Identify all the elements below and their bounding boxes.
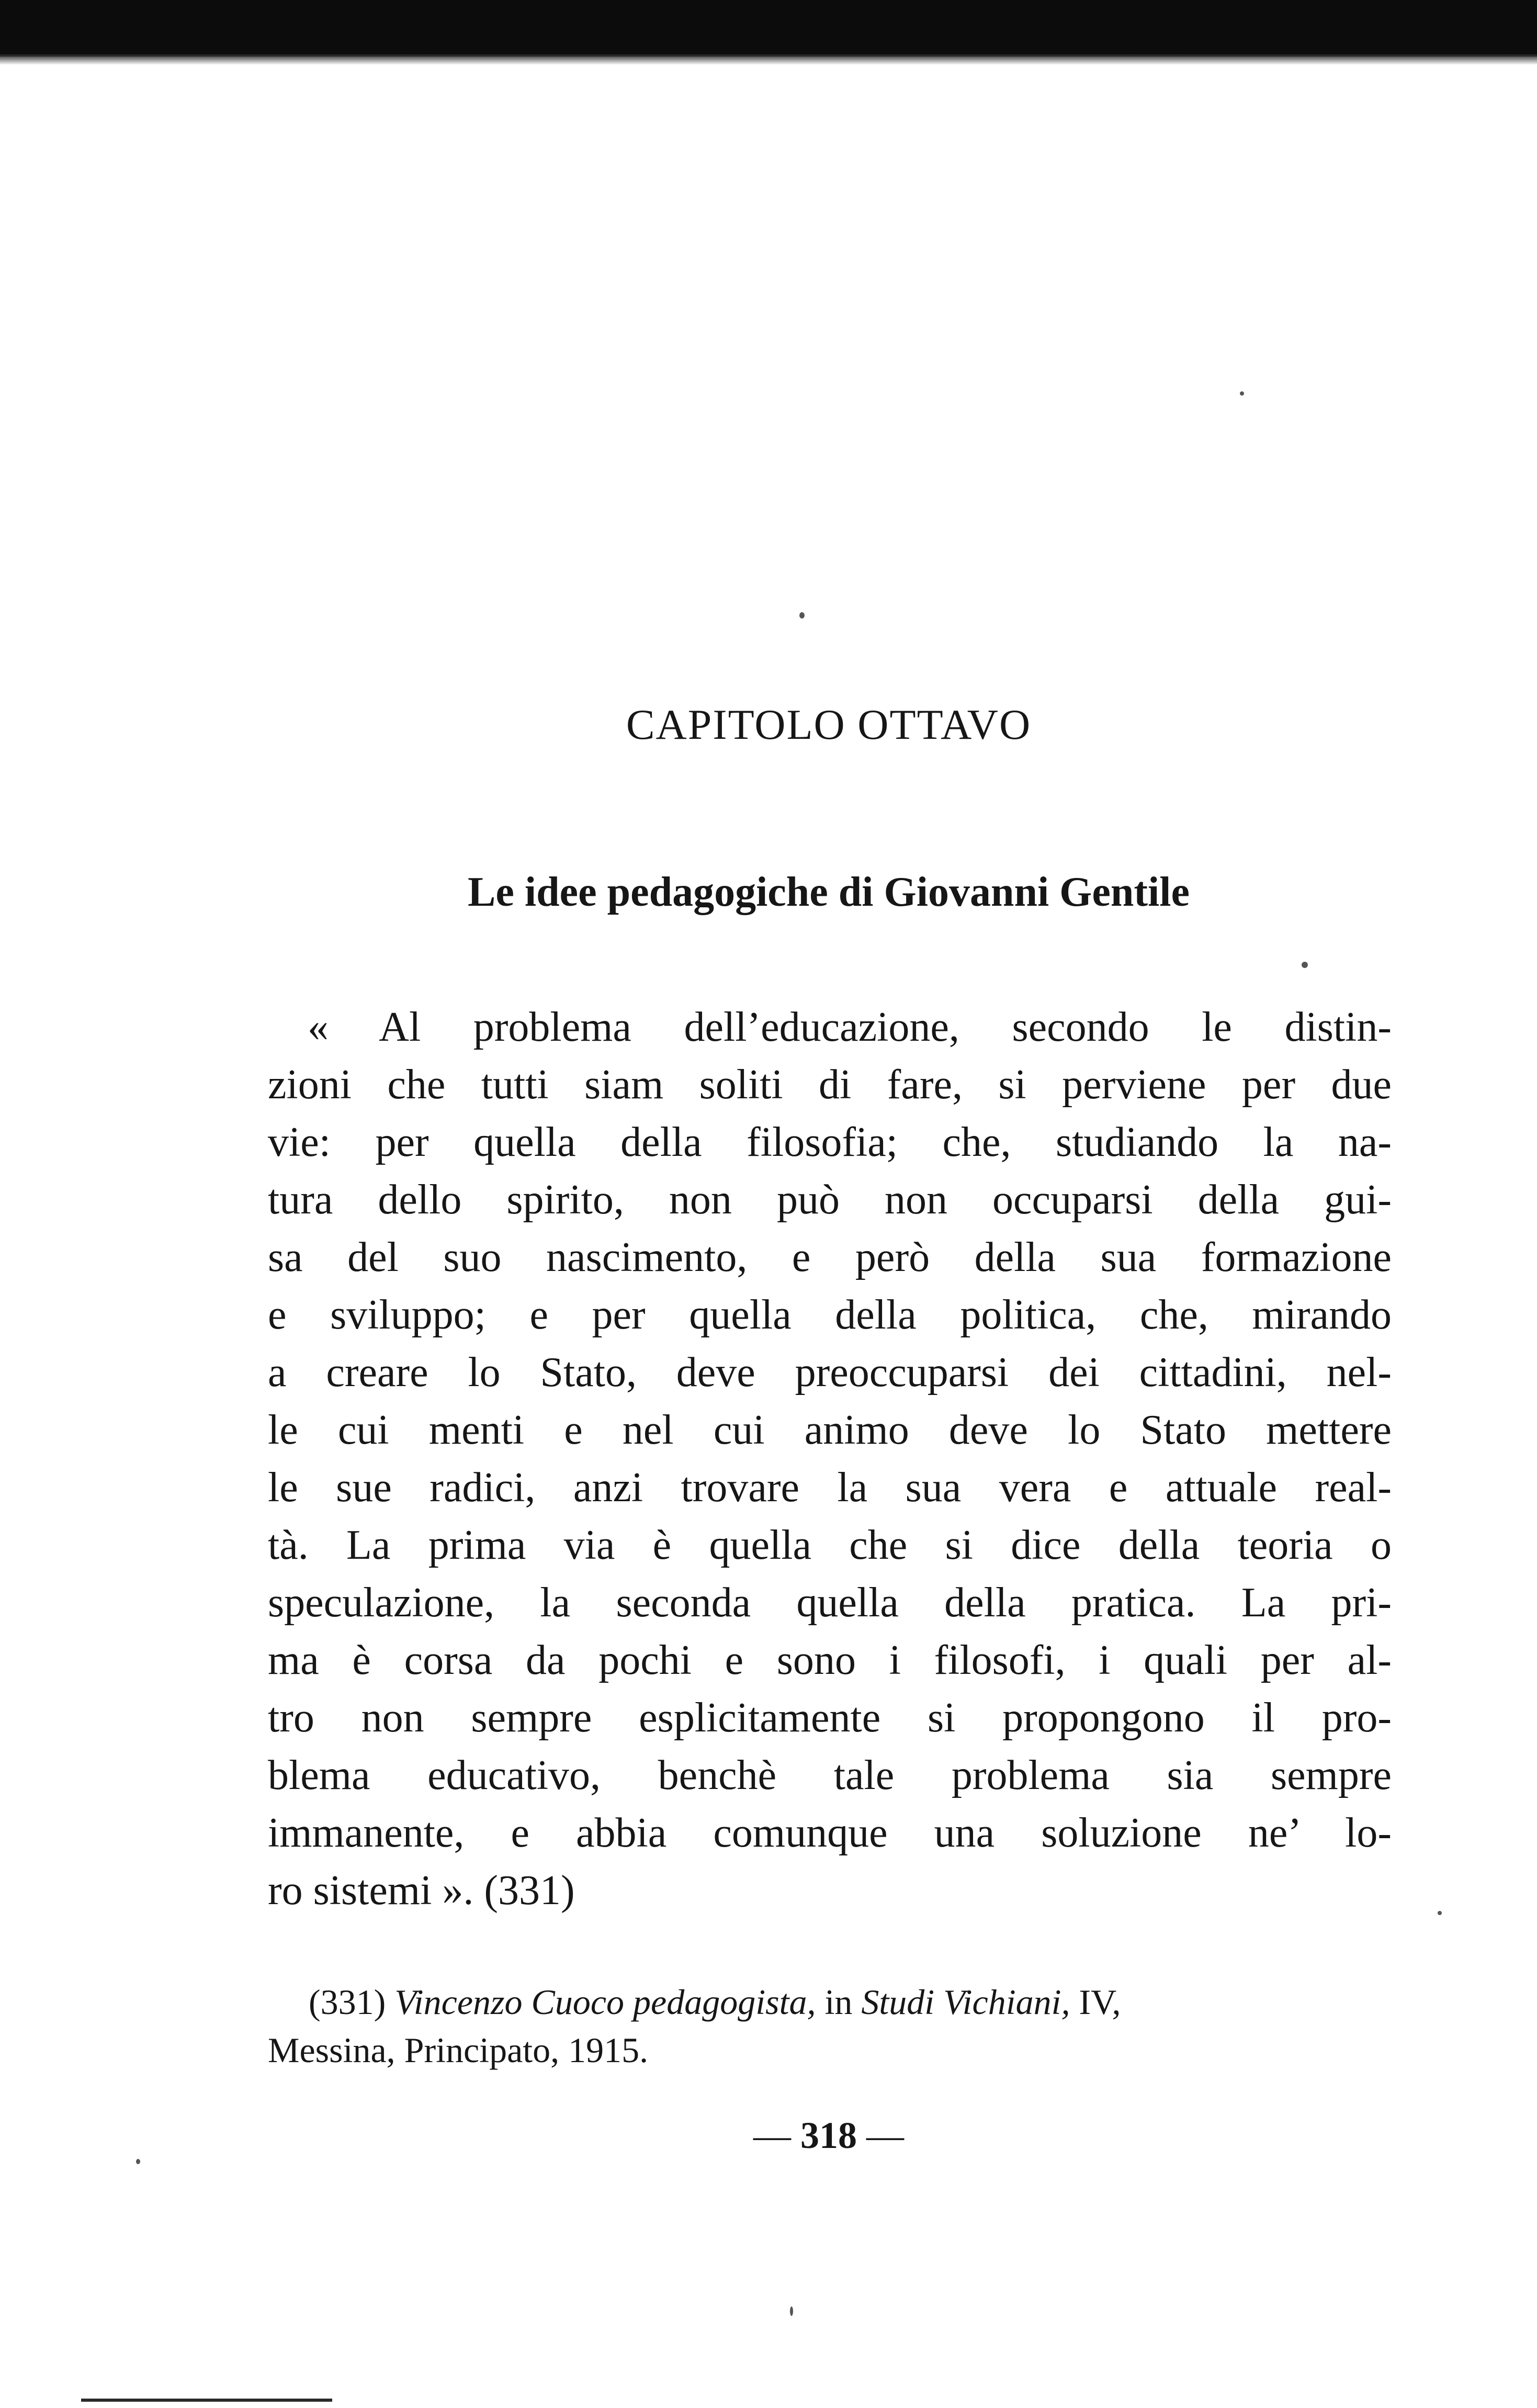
footnote-number: (331)	[309, 1982, 386, 2022]
paragraph-line: tà. La prima via è quella che si dice della teoria o	[268, 1522, 1392, 1568]
paragraph-line: tro non sempre esplicitamente si propongono il pro-	[268, 1695, 1392, 1741]
footnote-connector: in	[824, 1982, 853, 2022]
page-number-value: 318	[800, 2114, 857, 2156]
footnote-series: Studi Vichiani,	[861, 1982, 1070, 2022]
footnote	[268, 1978, 1372, 2074]
footnote-line	[268, 1978, 1372, 2026]
scan-speck	[136, 2159, 140, 2164]
paragraph-line: ro sistemi ». (331)	[268, 1867, 575, 1914]
quoted-paragraph	[268, 998, 1392, 1919]
footnote-volume: IV,	[1079, 1982, 1121, 2022]
paragraph-line: le sue radici, anzi trovare la sua vera e attuale real-	[268, 1465, 1392, 1511]
paragraph-line: a creare lo Stato, deve preoccuparsi dei cittadini, nel-	[268, 1349, 1392, 1396]
scan-top-edge-shadow	[0, 54, 1537, 65]
paragraph-line: sa del suo nascimento, e però della sua formazione	[268, 1234, 1392, 1280]
footnote-publication: Messina, Principato, 1915.	[268, 2030, 649, 2070]
paragraph-line: e sviluppo; e per quella della politica, che, mirando	[268, 1292, 1392, 1338]
scan-speck	[1240, 391, 1244, 396]
paragraph-line: zioni che tutti siam soliti di fare, si perviene per due	[268, 1062, 1392, 1108]
chapter-title: Le idee pedagogiche di Giovanni Gentile	[467, 869, 1190, 915]
page-number-dash-left: —	[753, 2114, 791, 2156]
paragraph-line: vie: per quella della filosofia; che, studiando la na-	[268, 1119, 1392, 1165]
scan-top-edge	[0, 0, 1537, 57]
paragraph-line: ma è corsa da pochi e sono i filosofi, i quali per al-	[268, 1637, 1392, 1683]
chapter-heading: CAPITOLO OTTAVO	[626, 701, 1032, 748]
page-number-dash-right: —	[866, 2114, 904, 2156]
paragraph-line: speculazione, la seconda quella della pratica. La pri-	[268, 1580, 1392, 1626]
paragraph-line: blema educativo, benchè tale problema sia sempre	[268, 1752, 1392, 1798]
paragraph-line: le cui menti e nel cui animo deve lo Stato mettere	[268, 1407, 1392, 1453]
scan-speck	[799, 612, 805, 618]
scan-bottom-rule	[81, 2399, 332, 2402]
page-number	[0, 2114, 1537, 2157]
footnote-work-title: Vincenzo Cuoco pedagogista,	[394, 1982, 816, 2022]
scan-speck	[790, 2306, 793, 2316]
scan-speck	[1302, 962, 1308, 968]
scan-speck	[1438, 1911, 1442, 1915]
paragraph-line: « Al problema dell’educazione, secondo le distin-	[308, 1004, 1392, 1050]
paragraph-line: tura dello spirito, non può non occuparsi della gui-	[268, 1177, 1392, 1223]
paragraph-line: immanente, e abbia comunque una soluzione ne’ lo-	[268, 1810, 1392, 1856]
